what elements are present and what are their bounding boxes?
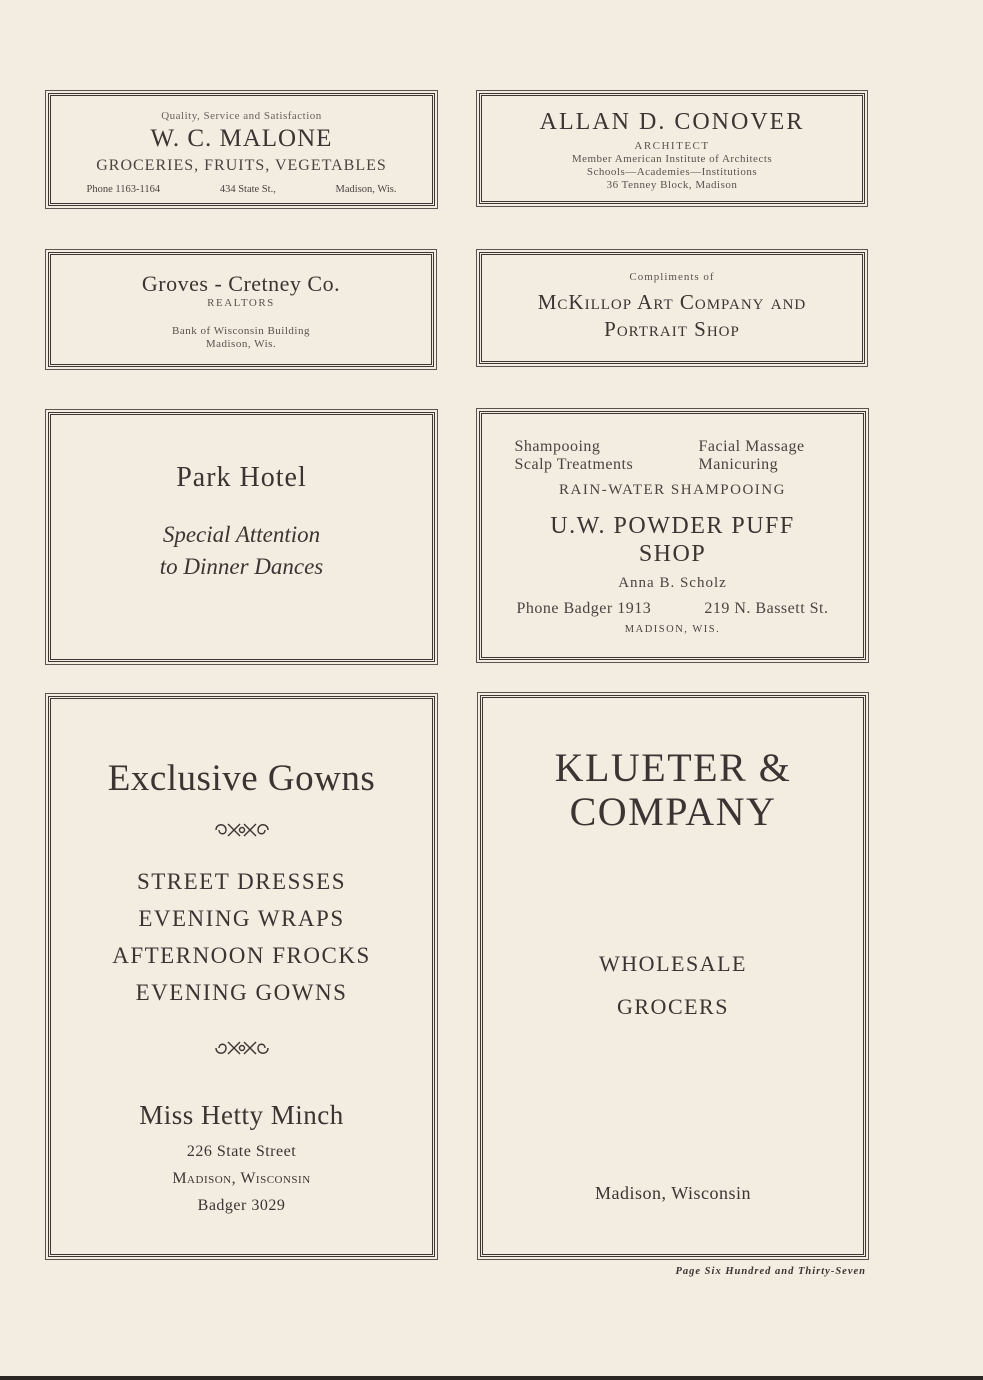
klueter-name-line2: COMPANY: [569, 789, 777, 834]
powder-city: MADISON, WIS.: [624, 624, 721, 636]
conover-address: 36 Tenney Block, Madison: [606, 179, 738, 192]
ornament-icon: [210, 819, 274, 841]
groves-building: Bank of Wisconsin Building: [172, 324, 310, 337]
mckillop-name-line2: Portrait Shop: [604, 317, 740, 342]
gowns-phone: Badger 3029: [197, 1196, 286, 1214]
powder-services: [515, 438, 831, 473]
powder-specialty: RAIN-WATER SHAMPOOING: [559, 482, 786, 499]
malone-phone: Phone 1163-1164: [86, 184, 161, 196]
conover-title: ARCHITECT: [634, 139, 710, 152]
page-edge: [0, 1376, 983, 1380]
groves-name: Groves - Cretney Co.: [141, 271, 341, 296]
malone-products: GROCERIES, FRUITS, VEGETABLES: [96, 157, 387, 175]
klueter-sub1: WHOLESALE: [599, 951, 747, 976]
groves-city: Madison, Wis.: [205, 337, 277, 350]
park-name: Park Hotel: [176, 462, 307, 493]
powder-address: 219 N. Bassett St.: [704, 600, 829, 618]
klueter-sub2: GROCERS: [617, 994, 729, 1019]
gowns-owner: Miss Hetty Minch: [139, 1100, 344, 1131]
groves-title: REALTORS: [207, 297, 275, 310]
ad-exclusive-gowns: [48, 696, 435, 1257]
gowns-address: 226 State Street: [186, 1142, 297, 1160]
ad-powder-puff: [479, 411, 866, 660]
ad-malone: [48, 93, 435, 206]
powder-service: Manicuring: [698, 455, 779, 473]
park-line1: Special Attention: [162, 521, 321, 547]
mckillop-name-line1: McKillop Art Company and: [537, 290, 807, 315]
malone-contact-row: [87, 184, 397, 195]
powder-name-line1: U.W. POWDER PUFF: [550, 513, 795, 540]
gowns-item: STREET DRESSES: [136, 869, 347, 895]
powder-service: Scalp Treatments: [514, 455, 634, 473]
malone-tagline: Quality, Service and Satisfaction: [161, 110, 322, 122]
ad-klueter: [480, 695, 866, 1257]
klueter-city: Madison, Wisconsin: [595, 1183, 751, 1203]
powder-name-line2: SHOP: [638, 540, 707, 567]
klueter-name-line1: KLUETER &: [554, 745, 792, 790]
ad-mckillop: [479, 252, 865, 364]
gowns-item: EVENING WRAPS: [138, 906, 345, 932]
gowns-items: [112, 863, 371, 1011]
malone-address: 434 State St.,: [219, 184, 276, 196]
gowns-title: Exclusive Gowns: [107, 758, 376, 799]
ad-conover: [479, 93, 865, 204]
mckillop-intro: Compliments of: [629, 271, 715, 283]
malone-city: Madison, Wis.: [335, 184, 397, 196]
gowns-city: Madison, Wisconsin: [172, 1169, 311, 1187]
powder-owner: Anna B. Scholz: [618, 575, 727, 592]
conover-member: Member American Institute of Architects: [571, 152, 773, 165]
powder-phone: Phone Badger 1913: [516, 600, 652, 618]
powder-service: Facial Massage: [698, 438, 805, 455]
powder-service: Shampooing: [514, 438, 601, 455]
gowns-item: EVENING GOWNS: [135, 980, 348, 1006]
ad-groves-cretney: [48, 252, 434, 367]
gowns-item: AFTERNOON FROCKS: [112, 943, 371, 969]
malone-name: W. C. MALONE: [150, 125, 333, 153]
conover-name: ALLAN D. CONOVER: [539, 109, 805, 135]
ad-park-hotel: [48, 412, 435, 662]
park-line2: to Dinner Dances: [159, 553, 324, 579]
powder-contact-row: [517, 600, 829, 618]
page-number: Page Six Hundred and Thirty-Seven: [675, 1266, 866, 1277]
ornament-icon: [210, 1037, 274, 1059]
conover-specialties: Schools—Academies—Institutions: [586, 166, 758, 179]
